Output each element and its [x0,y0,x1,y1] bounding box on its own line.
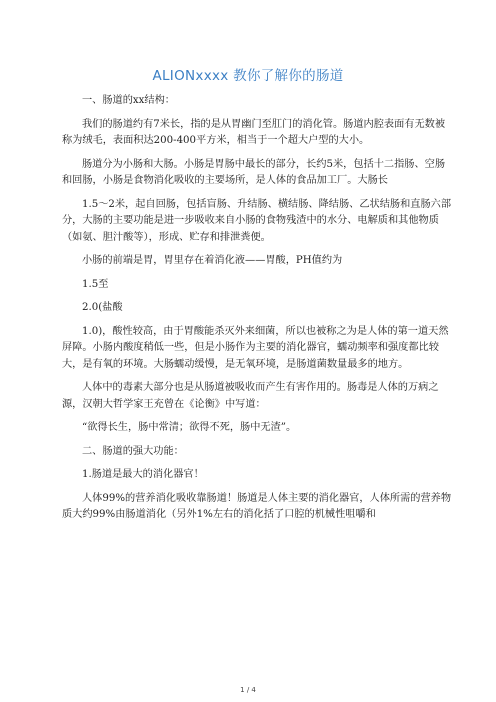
quote-paragraph: “欲得长生，肠中常清；欲得不死，肠中无渣”。 [82,422,297,433]
paragraph: 人体中的毒素大部分也是从肠道被吸收而产生有害作用的。肠毒是人体的万病之源，汉朝大哲学家王充曾在《论衡》中写道： [62,382,439,410]
paragraph: 肠道分为小肠和大肠。小肠是胃肠中最长的部分，长约5米，包括十二指肠、空肠和回肠，小肠是食物消化吸收的主要场所，是人体的食品加工厂。大肠长 [62,158,446,186]
section-heading-functions: 二、肠道的强大功能： [82,445,184,457]
paragraph: 1.0)，酸性较高，由于胃酸能杀灭外来细菌，所以也被称之为是人体的第一道天然屏障。小肠内酸度稍低一些，但是小肠作为主要的消化器官，蠕动频率和强度都比较大，是有氧的环境。大肠蠕动缓慢，是无氧环境，是肠道菌数量最多的地方。 [62,325,449,370]
document-title: ALIONxxxx 教你了解你的肠道 [152,68,344,84]
section-heading-structure: 一、肠道的xx结构： [82,95,175,106]
document-body [62,93,454,531]
paragraph: 1.5～2米，起自回肠，包括盲肠、升结肠、横结肠、降结肠、乙状结肠和直肠六部分，大肠的主要功能是进一步吸收来自小肠的食物残渣中的水分、电解质和其他物质（如氨、胆汁酸等），形成、贮存和排泄粪便。 [62,198,452,243]
page-number: 1 / 4 [240,686,256,694]
paragraph: 1.5至 [82,278,109,290]
subheading: 1.肠道是最大的消化器官！ [82,469,204,480]
paragraph: 人体99%的营养消化吸收靠肠道！肠道是人体主要的消化器官，人体所需的营养物质大约99%由肠道消化（另外1%左右的消化括了口腔的机械性咀嚼和 [62,492,452,520]
paragraph: 我们的肠道约有7米长，指的是从胃幽门至肛门的消化管。肠道内腔表面有无数被称为绒毛，表面积达200-400平方米，相当于一个超大户型的大小。 [62,118,446,146]
paragraph: 2.0(盐酸 [82,302,123,313]
paragraph: 小肠的前端是胃，胃里存在着消化液——胃酸，PH值约为 [82,255,343,266]
